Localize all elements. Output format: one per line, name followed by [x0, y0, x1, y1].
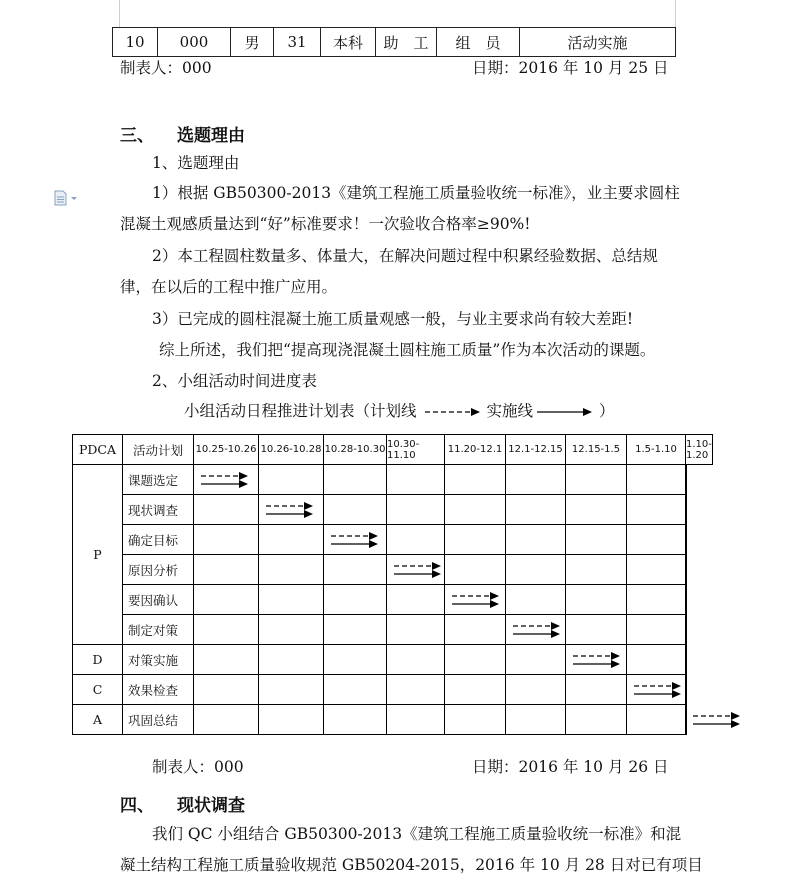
period-cell	[565, 554, 627, 585]
table-cell: 000	[158, 28, 231, 57]
table-cell: 男	[231, 28, 274, 57]
period-cell	[386, 494, 445, 525]
period-cell	[505, 704, 566, 735]
table-cell: 活动实施	[520, 28, 676, 57]
document-icon[interactable]	[54, 190, 80, 206]
period-cell	[626, 644, 686, 675]
period-cell	[685, 614, 687, 645]
period-cell	[193, 524, 259, 555]
period-cell	[505, 614, 566, 645]
period-cell	[386, 584, 445, 615]
period-cell	[323, 644, 387, 675]
period-cell	[565, 584, 627, 615]
period-cell	[386, 554, 445, 585]
period-cell	[626, 494, 686, 525]
period-cell	[193, 674, 259, 705]
actual-arrowhead	[551, 630, 560, 638]
period-cell	[626, 524, 686, 555]
period-cell	[626, 464, 686, 495]
period-cell	[258, 644, 324, 675]
period-cell	[323, 704, 387, 735]
period-cell	[626, 554, 686, 585]
period-cell	[505, 554, 566, 585]
plan-arrowhead	[551, 622, 560, 630]
phase-cell: A	[72, 704, 123, 735]
header-period: 11.20-12.1	[444, 434, 506, 465]
paragraph-line: 1）根据 GB50300-2013《建筑工程施工质量验收统一标准》，业主要求圆柱	[152, 184, 680, 202]
period-cell	[505, 494, 566, 525]
activity-cell: 确定目标	[122, 524, 194, 555]
period-cell	[565, 494, 627, 525]
date-label: 日期：2016 年 10 月 26 日	[472, 758, 669, 776]
header-period: 10.25-10.26	[193, 434, 259, 465]
phase-cell: C	[72, 674, 123, 705]
plan-actual-arrows	[329, 528, 385, 552]
period-cell	[444, 704, 506, 735]
plan-line-legend	[425, 406, 483, 418]
actual-arrowhead	[731, 720, 740, 728]
period-cell	[565, 614, 627, 645]
actual-arrowhead	[672, 690, 681, 698]
period-cell	[626, 674, 686, 705]
header-period: 12.15-1.5	[565, 434, 627, 465]
table-cell: 31	[274, 28, 321, 57]
header-period: 10.30-11.10	[386, 434, 445, 465]
paragraph-line: 我们 QC 小组结合 GB50300-2013《建筑工程施工质量验收统一标准》和混	[152, 825, 682, 843]
activity-cell: 原因分析	[122, 554, 194, 585]
activity-cell: 制定对策	[122, 614, 194, 645]
period-cell	[444, 554, 506, 585]
paragraph-line: 2）本工程圆柱数量多、体量大，在解决问题过程中积累经验数据、总结规	[152, 247, 658, 265]
phase-cell: P	[72, 464, 123, 645]
header-period: 10.26-10.28	[258, 434, 324, 465]
period-cell	[323, 554, 387, 585]
schedule-title-end: ）	[599, 402, 615, 420]
period-cell	[323, 494, 387, 525]
period-cell	[193, 584, 259, 615]
period-cell	[685, 644, 687, 675]
section-number: 四、	[120, 796, 154, 816]
plan-actual-arrows	[632, 678, 688, 702]
page-guide-right	[675, 0, 676, 27]
period-cell	[193, 644, 259, 675]
plan-arrowhead	[239, 472, 248, 480]
paragraph-line: 综上所述，我们把“提高现浇混凝土圆柱施工质量”作为本次活动的课题。	[159, 341, 656, 359]
table-cell: 助 工	[376, 28, 437, 57]
plan-arrowhead	[672, 682, 681, 690]
activity-cell: 课题选定	[122, 464, 194, 495]
schedule-title-text: 小组活动日程推进计划表（计划线	[184, 402, 417, 420]
actual-arrowhead	[432, 570, 441, 578]
schedule-title-mid: 实施线	[486, 402, 534, 420]
phase-cell: D	[72, 644, 123, 675]
period-cell	[505, 584, 566, 615]
actual-arrowhead	[304, 510, 313, 518]
activity-cell: 对策实施	[122, 644, 194, 675]
period-cell	[193, 614, 259, 645]
period-cell	[258, 584, 324, 615]
period-cell	[505, 524, 566, 555]
period-cell	[626, 614, 686, 645]
period-cell	[444, 674, 506, 705]
schedule-title	[184, 404, 615, 420]
period-cell	[565, 524, 627, 555]
period-cell	[258, 464, 324, 495]
period-cell	[386, 524, 445, 555]
period-cell	[685, 554, 687, 585]
plan-actual-arrows	[392, 558, 448, 582]
period-cell	[386, 644, 445, 675]
period-cell	[685, 674, 687, 705]
period-cell	[258, 614, 324, 645]
plan-actual-arrows	[199, 468, 255, 492]
period-cell	[626, 584, 686, 615]
date-label: 日期：2016 年 10 月 25 日	[472, 59, 669, 77]
actual-arrowhead	[369, 540, 378, 548]
section-title: 现状调查	[177, 796, 245, 816]
subheading: 1、选题理由	[152, 154, 240, 172]
activity-cell: 效果检查	[122, 674, 194, 705]
activity-cell: 巩固总结	[122, 704, 194, 735]
header-period: 1.10-1.20	[685, 434, 713, 465]
plan-actual-arrows	[450, 588, 506, 612]
actual-line-legend	[537, 406, 595, 418]
period-cell	[323, 674, 387, 705]
plan-actual-arrows	[571, 648, 627, 672]
period-cell	[565, 464, 627, 495]
member-table	[112, 27, 676, 57]
plan-arrowhead	[731, 712, 740, 720]
maker-label: 制表人：000	[120, 59, 212, 77]
plan-actual-arrows	[511, 618, 567, 642]
table-cell: 本科	[321, 28, 376, 57]
period-cell	[323, 584, 387, 615]
period-cell	[685, 704, 687, 735]
period-cell	[505, 674, 566, 705]
header-period: 1.5-1.10	[626, 434, 686, 465]
paragraph-line: 律，在以后的工程中推广应用。	[120, 278, 338, 296]
period-cell	[258, 494, 324, 525]
header-period: 12.1-12.15	[505, 434, 566, 465]
subheading: 2、小组活动时间进度表	[152, 372, 317, 390]
plan-actual-arrows	[264, 498, 320, 522]
period-cell	[444, 464, 506, 495]
period-cell	[386, 614, 445, 645]
header-activity: 活动计划	[122, 434, 194, 465]
actual-arrowhead	[239, 480, 248, 488]
page-guide-left	[119, 0, 120, 27]
period-cell	[193, 494, 259, 525]
plan-arrowhead	[490, 592, 499, 600]
period-cell	[193, 704, 259, 735]
plan-arrowhead	[369, 532, 378, 540]
period-cell	[323, 464, 387, 495]
period-cell	[565, 674, 627, 705]
period-cell	[685, 494, 687, 525]
activity-cell: 要因确认	[122, 584, 194, 615]
header-pdca: PDCA	[72, 434, 123, 465]
header-period: 10.28-10.30	[323, 434, 387, 465]
period-cell	[565, 644, 627, 675]
period-cell	[685, 584, 687, 615]
period-cell	[258, 524, 324, 555]
paragraph-line: 凝土结构工程施工质量验收规范 GB50204-2015，2016 年 10 月 28 日对已有项目	[120, 856, 703, 874]
period-cell	[444, 614, 506, 645]
period-cell	[685, 524, 687, 555]
actual-arrowhead	[490, 600, 499, 608]
period-cell	[444, 524, 506, 555]
section-number: 三、	[120, 126, 154, 146]
section-title: 选题理由	[177, 126, 245, 146]
table-row	[113, 28, 676, 57]
period-cell	[444, 494, 506, 525]
period-cell	[505, 644, 566, 675]
table-cell: 10	[113, 28, 158, 57]
paragraph-line: 混凝土观感质量达到“好”标准要求！一次验收合格率≥90%!	[120, 215, 531, 233]
activity-cell: 现状调查	[122, 494, 194, 525]
period-cell	[444, 644, 506, 675]
period-cell	[193, 464, 259, 495]
plan-arrowhead	[611, 652, 620, 660]
period-cell	[505, 464, 566, 495]
period-cell	[685, 464, 687, 495]
period-cell	[258, 704, 324, 735]
period-cell	[444, 584, 506, 615]
period-cell	[258, 674, 324, 705]
actual-arrowhead	[611, 660, 620, 668]
period-cell	[565, 704, 627, 735]
period-cell	[323, 614, 387, 645]
plan-arrowhead	[432, 562, 441, 570]
period-cell	[258, 554, 324, 585]
period-cell	[386, 704, 445, 735]
plan-actual-arrows	[691, 708, 747, 732]
period-cell	[193, 554, 259, 585]
period-cell	[626, 704, 686, 735]
period-cell	[323, 524, 387, 555]
period-cell	[386, 464, 445, 495]
table-cell: 组 员	[437, 28, 520, 57]
maker-label: 制表人：000	[152, 758, 244, 776]
plan-arrowhead	[304, 502, 313, 510]
period-cell	[386, 674, 445, 705]
paragraph-line: 3）已完成的圆柱混凝土施工质量观感一般，与业主要求尚有较大差距!	[152, 310, 634, 328]
